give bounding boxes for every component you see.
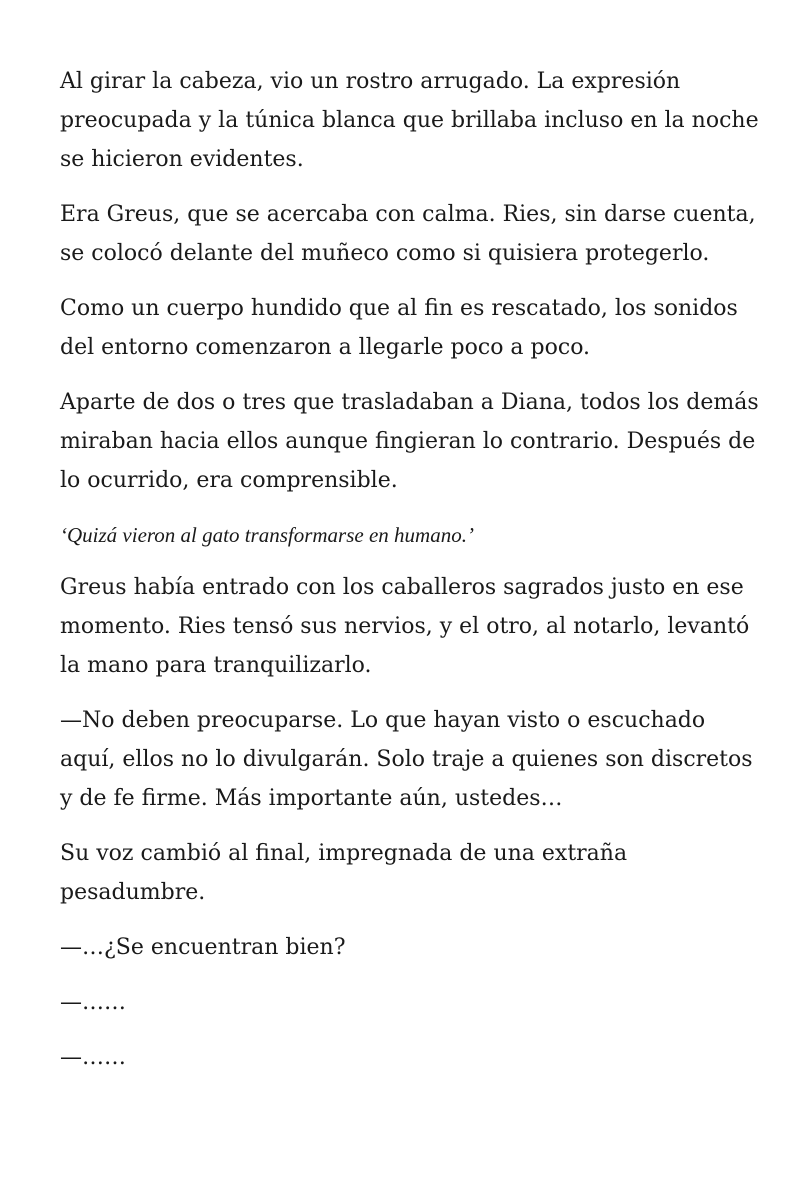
dialogue-paragraph: —No deben preocuparse. Lo que hayan visto o escuchado aquí, ellos no lo divulgarán. Solo traje a quienes son discretos y de fe firme. Más importante aún, ustedes…: [60, 708, 753, 811]
inner-thought-paragraph: ‘Quizá vieron al gato transformarse en humano.’: [60, 523, 474, 547]
dialogue-paragraph: —……: [60, 990, 126, 1015]
paragraph: Greus había entrado con los caballeros sagrados justo en ese momento. Ries tensó sus nervios, y el otro, al notarlo, levantó la mano para tranquilizarlo.: [60, 575, 750, 678]
paragraph: Era Greus, que se acercaba con calma. Ries, sin darse cuenta, se colocó delante del muñeco como si quisiera protegerlo.: [60, 202, 756, 266]
paragraph: Como un cuerpo hundido que al fin es rescatado, los sonidos del entorno comenzaron a llegarle poco a poco.: [60, 296, 738, 360]
document-page: [60, 62, 760, 1093]
paragraph: Su voz cambió al final, impregnada de una extraña pesadumbre.: [60, 841, 628, 905]
paragraph: Al girar la cabeza, vio un rostro arrugado. La expresión preocupada y la túnica blanca que brillaba incluso en la noche se hicieron evidentes.: [60, 69, 759, 172]
paragraph: Aparte de dos o tres que trasladaban a Diana, todos los demás miraban hacia ellos aunque fingieran lo contrario. Después de lo ocurrido, era comprensible.: [60, 390, 759, 493]
dialogue-paragraph: —……: [60, 1045, 126, 1070]
dialogue-paragraph: —…¿Se encuentran bien?: [60, 935, 346, 960]
